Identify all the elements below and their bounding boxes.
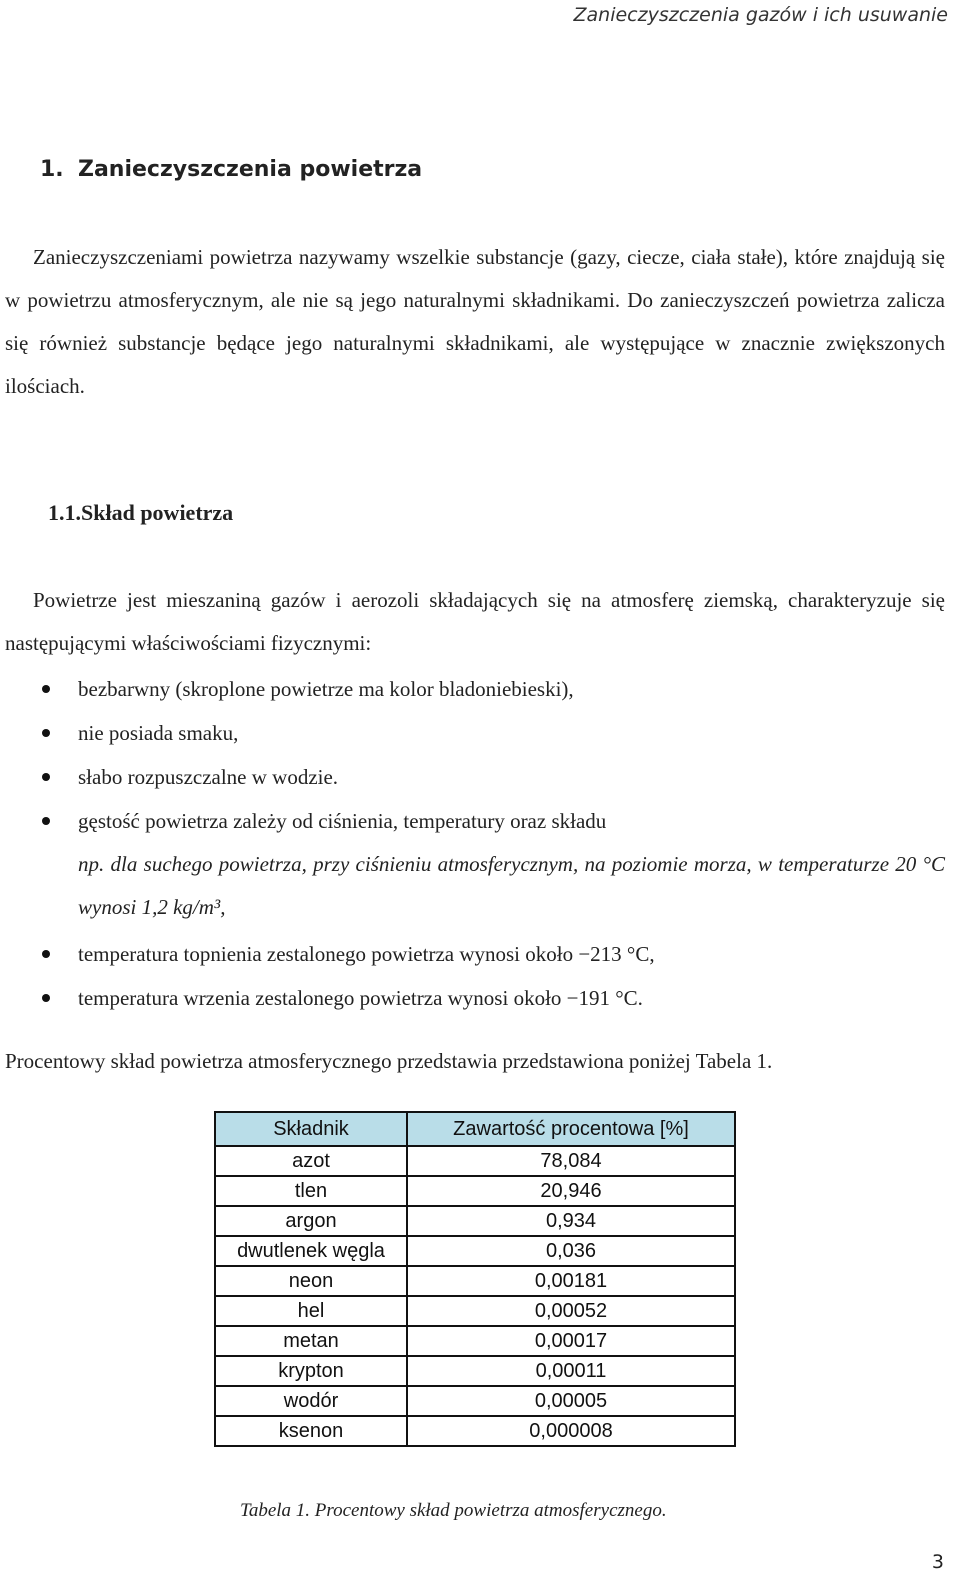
table-row bbox=[215, 1146, 735, 1176]
bullet-icon bbox=[42, 773, 50, 781]
list-item bbox=[0, 755, 945, 799]
list-item-text: temperatura wrzenia zestalonego powietrza wynosi około −191 °C. bbox=[78, 986, 643, 1010]
list-item bbox=[0, 667, 945, 711]
table-row bbox=[215, 1386, 735, 1416]
component-cell: metan bbox=[215, 1326, 407, 1356]
component-cell: krypton bbox=[215, 1356, 407, 1386]
component-cell: neon bbox=[215, 1266, 407, 1296]
subsection-intro-paragraph: Powietrze jest mieszaniną gazów i aerozoli składających się na atmosferę ziemską, charakteryzuje się następującymi właściwościami fizycznymi: bbox=[5, 588, 945, 655]
table-row bbox=[215, 1326, 735, 1356]
percentage-cell: 0,00181 bbox=[407, 1266, 735, 1296]
component-cell: tlen bbox=[215, 1176, 407, 1206]
bullet-icon bbox=[42, 994, 50, 1002]
component-cell: wodór bbox=[215, 1386, 407, 1416]
list-item bbox=[0, 976, 945, 1020]
air-composition-table bbox=[214, 1111, 736, 1447]
table-intro-paragraph: Procentowy skład powietrza atmosferycznego przedstawia przedstawiona poniżej Tabela 1. bbox=[5, 1049, 773, 1073]
table-caption: Tabela 1. Procentowy skład powietrza atmosferycznego. bbox=[240, 1500, 667, 1521]
table-row bbox=[215, 1206, 735, 1236]
table-header-row bbox=[215, 1112, 735, 1146]
subsection-heading: 1.1.Skład powietrza bbox=[48, 500, 234, 525]
column-header-component: Składnik bbox=[215, 1112, 407, 1146]
table-row bbox=[215, 1356, 735, 1386]
table-row bbox=[215, 1236, 735, 1266]
percentage-cell: 0,000008 bbox=[407, 1416, 735, 1446]
component-cell: hel bbox=[215, 1296, 407, 1326]
section-title: Zanieczyszczenia powietrza bbox=[78, 157, 423, 182]
list-item bbox=[0, 711, 945, 755]
list-item-text: słabo rozpuszczalne w wodzie. bbox=[78, 765, 339, 789]
percentage-cell: 78,084 bbox=[407, 1146, 735, 1176]
density-note: np. dla suchego powietrza, przy ciśnieniu atmosferycznym, na poziomie morza, w temperaturze 20 °C wynosi 1,2 kg/m³, bbox=[78, 852, 945, 919]
list-item-text: temperatura topnienia zestalonego powietrza wynosi około −213 °C, bbox=[78, 942, 655, 966]
percentage-cell: 0,036 bbox=[407, 1236, 735, 1266]
bullet-icon bbox=[42, 817, 50, 825]
list-item-text: nie posiada smaku, bbox=[78, 721, 239, 745]
column-header-percentage: Zawartość procentowa [%] bbox=[407, 1112, 735, 1146]
percentage-cell: 0,934 bbox=[407, 1206, 735, 1236]
table-row bbox=[215, 1266, 735, 1296]
component-cell: azot bbox=[215, 1146, 407, 1176]
section-number: 1. bbox=[40, 157, 64, 182]
list-item bbox=[0, 932, 945, 976]
page-number: 3 bbox=[931, 1551, 944, 1573]
percentage-cell: 0,00017 bbox=[407, 1326, 735, 1356]
properties-list bbox=[0, 667, 945, 1020]
bullet-icon bbox=[42, 729, 50, 737]
table-row bbox=[215, 1176, 735, 1206]
percentage-cell: 0,00011 bbox=[407, 1356, 735, 1386]
bullet-icon bbox=[42, 950, 50, 958]
table-row bbox=[215, 1416, 735, 1446]
table-row bbox=[215, 1296, 735, 1326]
list-item-text: gęstość powietrza zależy od ciśnienia, temperatury oraz składu bbox=[78, 809, 607, 833]
component-cell: argon bbox=[215, 1206, 407, 1236]
section-heading bbox=[40, 157, 422, 182]
percentage-cell: 0,00005 bbox=[407, 1386, 735, 1416]
percentage-cell: 0,00052 bbox=[407, 1296, 735, 1326]
list-item bbox=[0, 799, 945, 843]
list-item-text: bezbarwny (skroplone powietrze ma kolor bladoniebieski), bbox=[78, 677, 574, 701]
section-intro-paragraph: Zanieczyszczeniami powietrza nazywamy wszelkie substancje (gazy, ciecze, ciała stałe), które znajdują się w powietrzu atmosferycznym, ale nie są jego naturalnymi składnikami. Do zanieczyszczeń powietrza zalicza się również substancje będące jego naturalnymi składnikami, ale występujące w znacznie zwiększonych ilościach. bbox=[5, 245, 945, 398]
component-cell: ksenon bbox=[215, 1416, 407, 1446]
bullet-icon bbox=[42, 685, 50, 693]
component-cell: dwutlenek węgla bbox=[215, 1236, 407, 1266]
running-header: Zanieczyszczenia gazów i ich usuwanie bbox=[573, 4, 948, 26]
percentage-cell: 20,946 bbox=[407, 1176, 735, 1206]
